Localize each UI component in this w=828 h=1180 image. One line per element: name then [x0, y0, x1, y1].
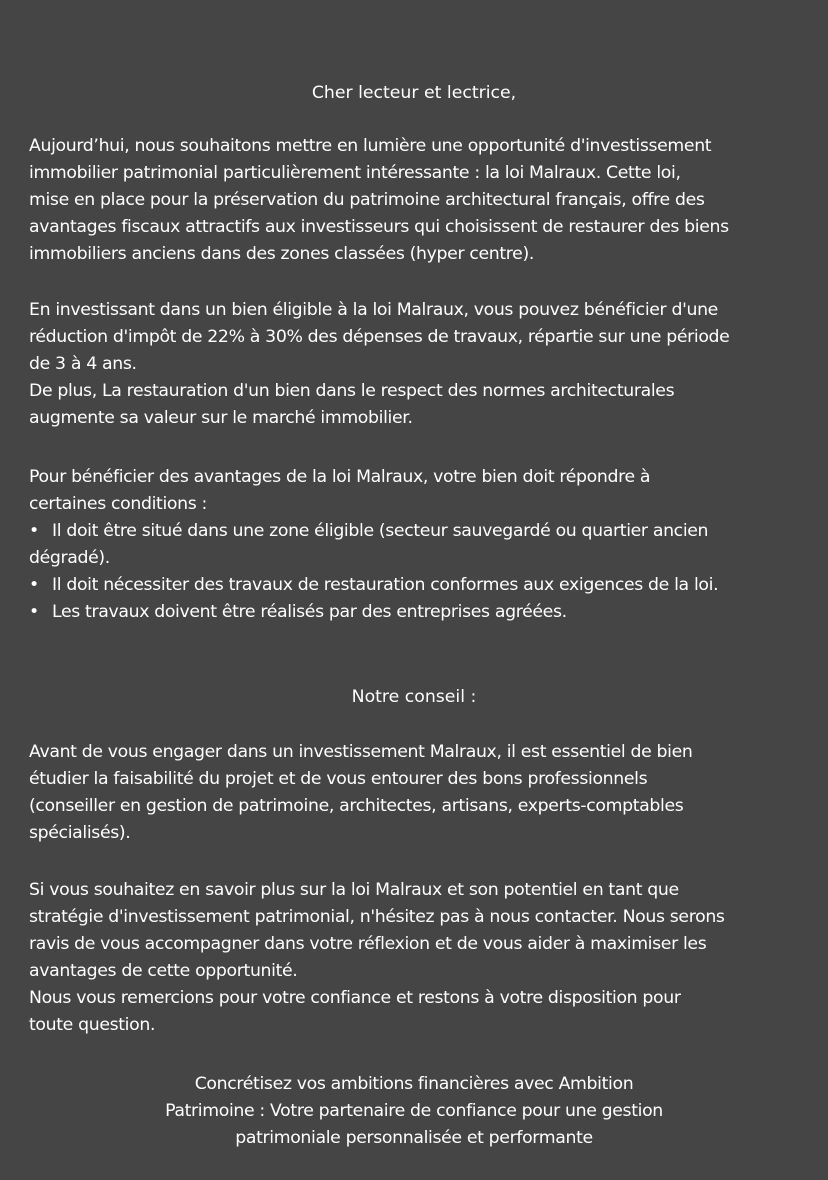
intro-line: avantages fiscaux attractifs aux investisseurs qui choisissent de restaurer des biens — [29, 217, 729, 237]
advice-line: (conseiller en gestion de patrimoine, architectes, artisans, experts-comptables — [29, 796, 684, 816]
contact-line: avantages de cette opportunité. — [29, 961, 298, 981]
list-item-text: Il doit nécessiter des travaux de restauration conformes aux exigences de la loi. — [52, 575, 719, 595]
benefits-line: De plus, La restauration d'un bien dans le respect des normes architecturales — [29, 381, 675, 401]
greeting: Cher lecteur et lectrice, — [311, 83, 517, 103]
conditions-line: Pour bénéficier des avantages de la loi Malraux, votre bien doit répondre à — [29, 467, 651, 487]
intro-paragraph — [29, 133, 801, 268]
benefits-line: En investissant dans un bien éligible à la loi Malraux, vous pouvez bénéficier d'une — [29, 300, 718, 320]
intro-line: Aujourd’hui, nous souhaitons mettre en lumière une opportunité d'investissement — [29, 136, 712, 156]
contact-line: ravis de vous accompagner dans votre réflexion et de vous aider à maximiser les — [29, 934, 707, 954]
benefits-paragraph — [29, 297, 801, 432]
contact-line: stratégie d'investissement patrimonial, n'hésitez pas à nous contacter. Nous serons — [29, 907, 725, 927]
advice-line: étudier la faisabilité du projet et de vous entourer des bons professionnels — [29, 769, 648, 789]
advice-line: Avant de vous engager dans un investissement Malraux, il est essentiel de bien — [29, 742, 693, 762]
list-item — [29, 518, 801, 545]
contact-line: Nous vous remercions pour votre confiance et restons à votre disposition pour — [29, 988, 681, 1008]
list-item-continuation — [29, 545, 801, 572]
closing-tagline — [0, 1071, 828, 1152]
intro-line: immobiliers anciens dans des zones classées (hyper centre). — [29, 244, 534, 264]
list-item — [29, 572, 801, 599]
benefits-line: réduction d'impôt de 22% à 30% des dépenses de travaux, répartie sur une période — [29, 327, 730, 347]
conditions-line: certaines conditions : — [29, 494, 208, 514]
conditions-list — [29, 518, 801, 626]
benefits-line: augmente sa valeur sur le marché immobilier. — [29, 408, 413, 428]
benefits-line: de 3 à 4 ans. — [29, 354, 137, 374]
advice-paragraph — [29, 739, 801, 847]
advice-title: Notre conseil : — [351, 687, 477, 707]
list-item — [29, 599, 801, 626]
list-item-text: dégradé). — [29, 548, 110, 568]
contact-paragraph — [29, 877, 801, 1039]
contact-line: Si vous souhaitez en savoir plus sur la loi Malraux et son potentiel en tant que — [29, 880, 679, 900]
intro-line: mise en place pour la préservation du patrimoine architectural français, offre des — [29, 190, 705, 210]
closing-line: Patrimoine : Votre partenaire de confiance pour une gestion — [165, 1101, 663, 1121]
closing-line: patrimoniale personnalisée et performante — [235, 1128, 593, 1148]
bullet-icon: • — [29, 575, 39, 595]
intro-line: immobilier patrimonial particulièrement intéressante : la loi Malraux. Cette loi, — [29, 163, 681, 183]
bullet-icon: • — [29, 521, 39, 541]
conditions-paragraph — [29, 464, 801, 626]
list-item-text: Les travaux doivent être réalisés par des entreprises agréées. — [52, 602, 567, 622]
bullet-icon: • — [29, 602, 39, 622]
list-item-text: Il doit être situé dans une zone éligible (secteur sauvegardé ou quartier ancien — [52, 521, 709, 541]
closing-line: Concrétisez vos ambitions financières avec Ambition — [194, 1074, 634, 1094]
advice-line: spécialisés). — [29, 823, 131, 843]
contact-line: toute question. — [29, 1015, 156, 1035]
